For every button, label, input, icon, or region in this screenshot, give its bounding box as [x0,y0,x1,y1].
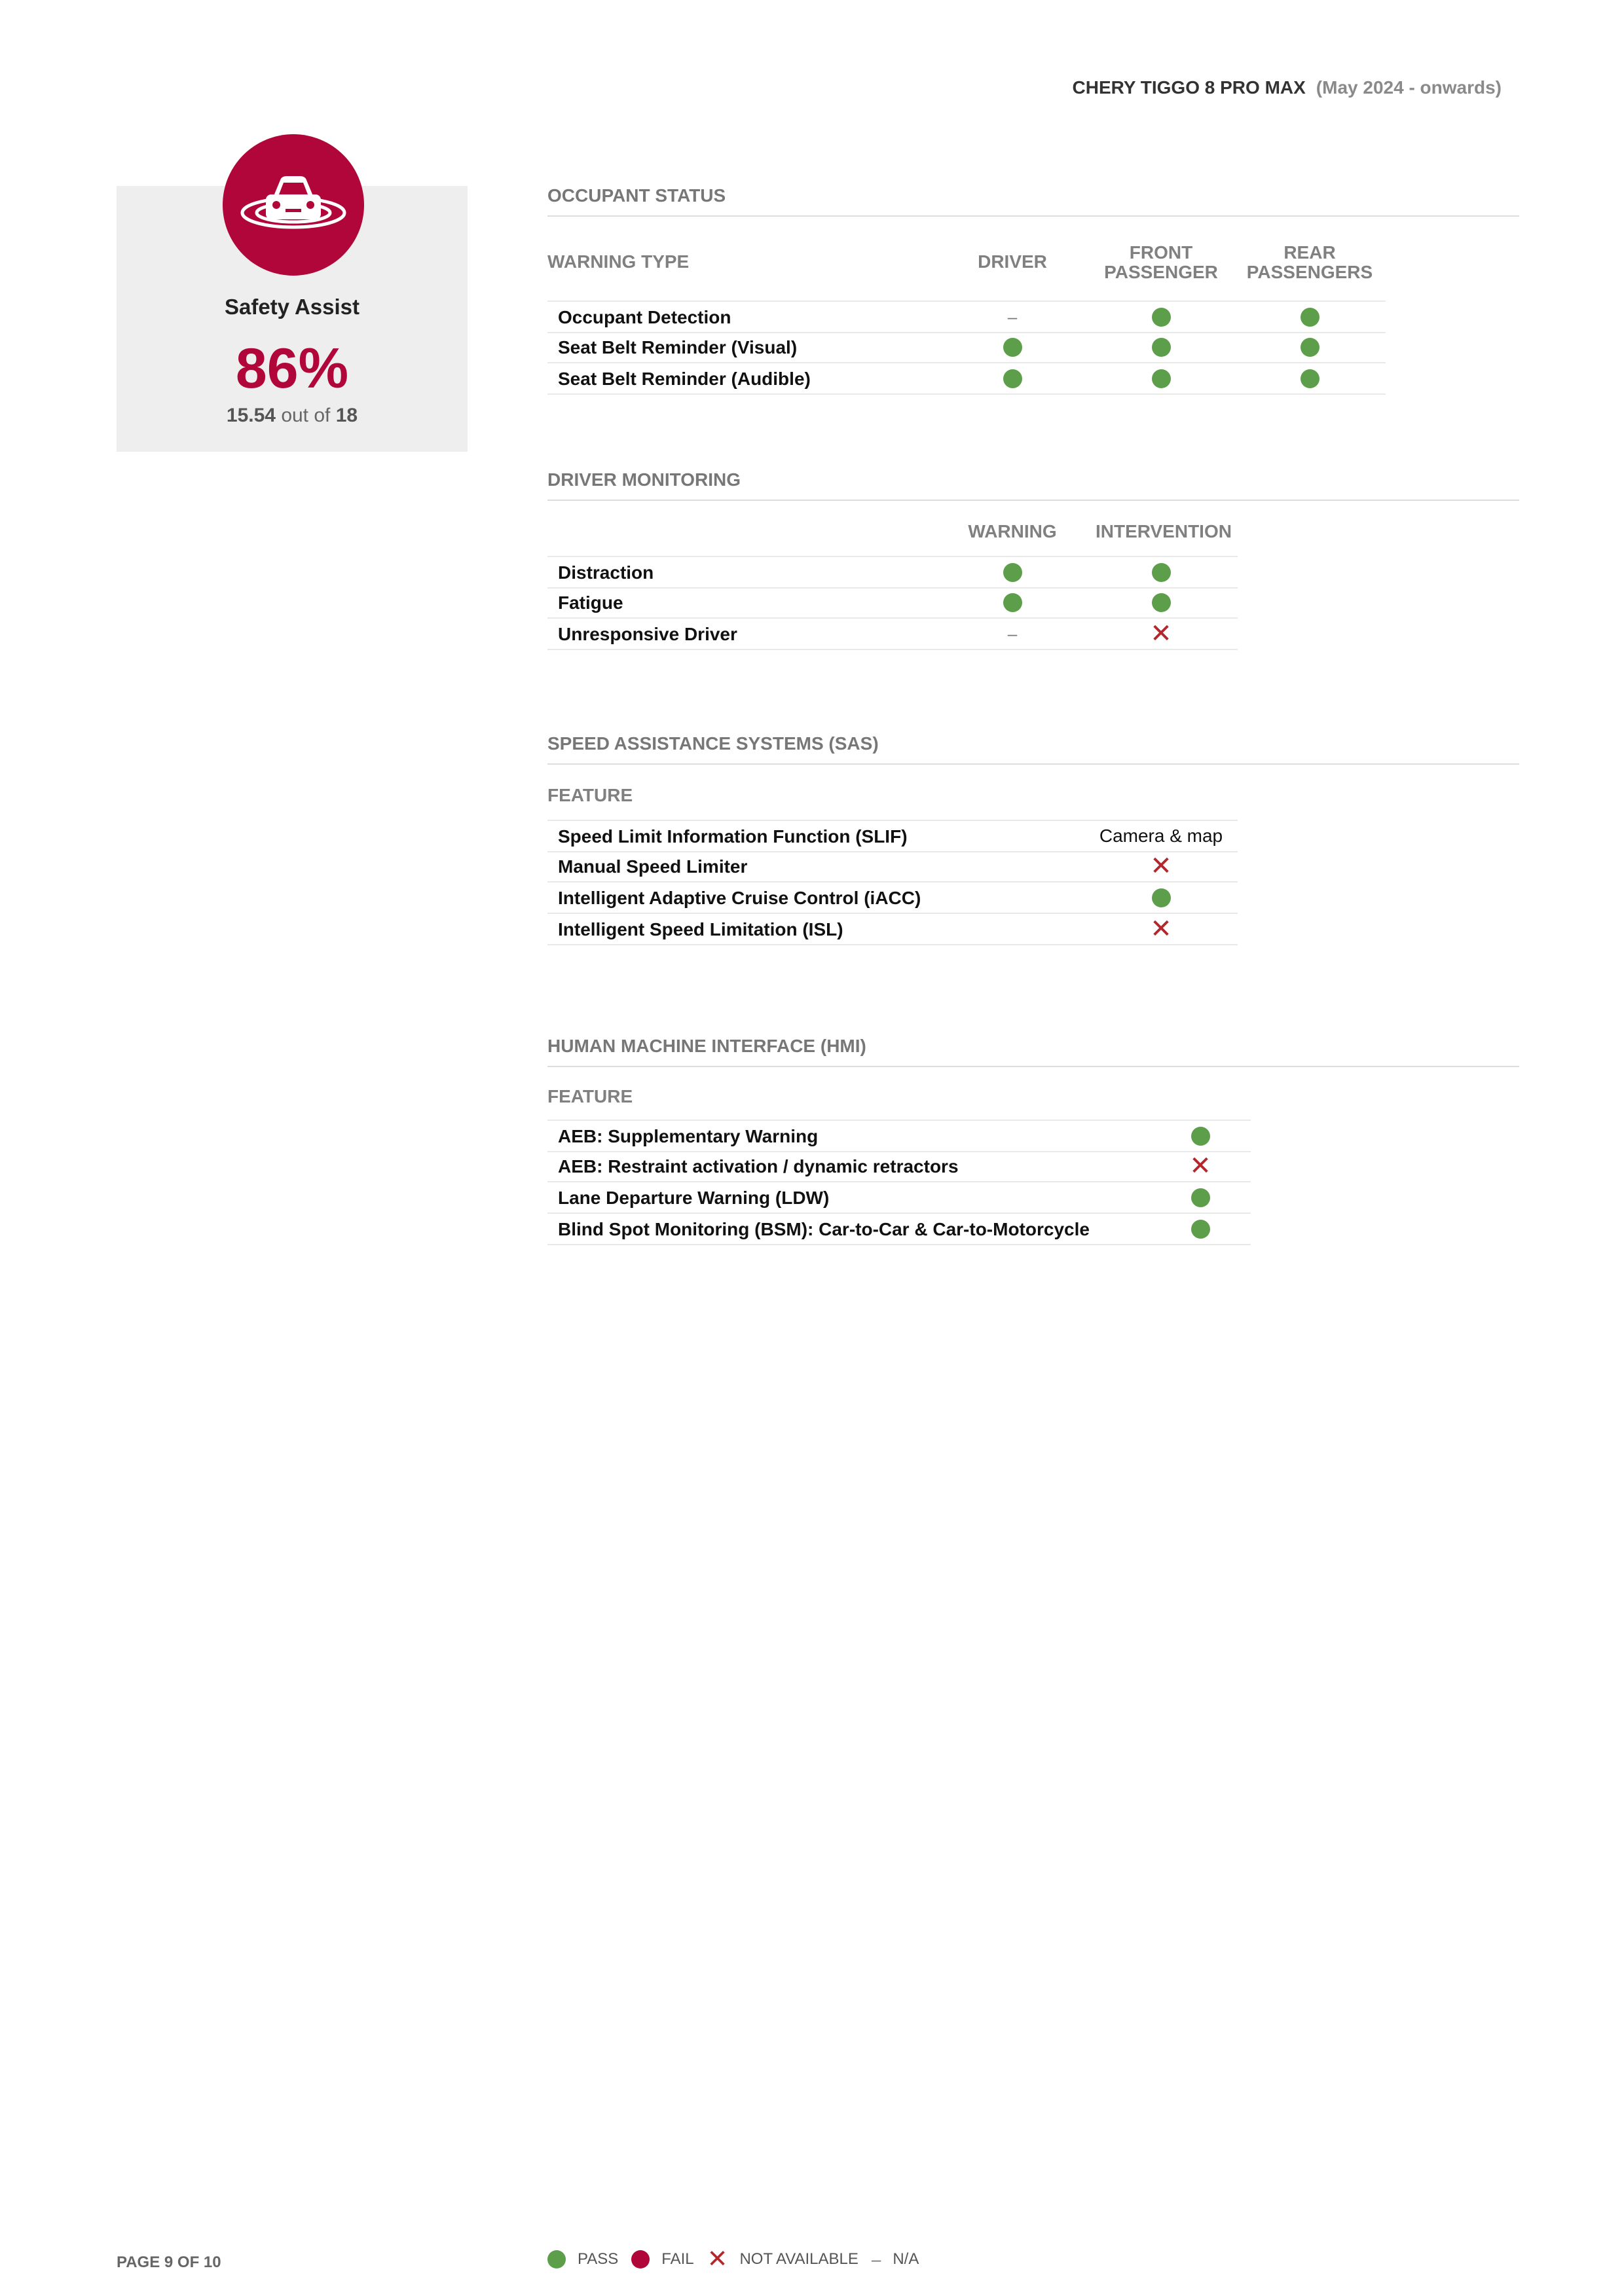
pass-dot-icon [547,2250,566,2269]
legend-na [872,2250,919,2270]
status-cell [1096,587,1227,617]
pass-dot-icon [1003,338,1022,357]
row-label: Occupant Detection [558,307,731,327]
pass-dot-icon [1152,338,1171,357]
pass-dot-icon [1003,593,1022,612]
table-row [547,1182,1251,1214]
status-cell [1148,1151,1253,1181]
table-row [547,619,1238,650]
row-label: Fatigue [558,592,623,613]
column-header-front-passenger: FRONT PASSENGER [1104,242,1218,282]
column-header-intervention: INTERVENTION [1096,521,1232,541]
occupant-status-section [547,185,1519,389]
row-label: Lane Departure Warning (LDW) [558,1188,830,1208]
dash-icon: – [1007,623,1018,644]
table-row [547,1151,1251,1182]
page-number: PAGE 9 OF 10 [117,2253,221,2271]
status-cell [1148,1121,1253,1151]
cross-icon: ✕ [1150,915,1172,943]
row-label: Intelligent Speed Limitation (ISL) [558,919,843,939]
status-cell [1148,1214,1253,1244]
fail-dot-icon [631,2250,650,2269]
legend-pass-label: PASS [578,2250,619,2268]
row-label: Seat Belt Reminder (Audible) [558,369,811,389]
score-points [117,405,468,427]
vehicle-model: CHERY TIGGO 8 PRO MAX [1072,77,1306,98]
status-cell [1096,302,1227,332]
status-cell [947,557,1078,587]
status-cell [1244,302,1375,332]
section-title: HUMAN MACHINE INTERFACE (HMI) [547,1036,1519,1067]
pass-dot-icon [1191,1220,1210,1239]
row-label: Unresponsive Driver [558,624,737,644]
row-label: Distraction [558,562,654,583]
status-cell [1076,883,1246,913]
legend-not-available [707,2247,858,2272]
row-label: Blind Spot Monitoring (BSM): Car-to-Car & Car-to-Motorcycle [558,1219,1090,1239]
table-row [547,363,1386,395]
pass-dot-icon [1301,369,1320,388]
cross-icon: ✕ [1150,619,1172,648]
car-sensor-icon [223,134,364,276]
cross-icon: ✕ [1189,1152,1211,1180]
pass-dot-icon [1152,308,1171,327]
status-cell [1076,851,1246,881]
table-row [547,1120,1251,1152]
status-cell [947,332,1078,362]
pass-dot-icon [1003,369,1022,388]
table-row [547,851,1238,883]
table-row [547,587,1238,619]
status-cell [1096,557,1227,587]
legend-not-available-label: NOT AVAILABLE [739,2250,858,2268]
column-header-feature: FEATURE [547,1086,633,1106]
pass-dot-icon [1152,593,1171,612]
legend-pass [547,2250,618,2269]
section-title: OCCUPANT STATUS [547,185,1519,217]
score-points-value: 15.54 [226,405,276,426]
pass-dot-icon [1003,563,1022,582]
status-cell [1244,363,1375,393]
table-row [547,332,1386,363]
pass-dot-icon [1191,1127,1210,1146]
column-header-warning-type: WARNING TYPE [547,251,690,272]
status-cell [1096,363,1227,393]
status-cell [947,619,1078,649]
score-category: Safety Assist [224,295,360,319]
status-cell [947,302,1078,332]
table-row [547,301,1386,333]
status-cell [1076,821,1246,851]
column-header-warning: WARNING [968,521,1057,541]
score-max-value: 18 [335,405,358,426]
row-label: Manual Speed Limiter [558,856,748,877]
speed-assistance-section [547,733,1519,943]
status-cell [1096,619,1227,649]
column-header-driver: DRIVER [978,251,1047,272]
legend-na-label: N/A [893,2250,919,2268]
row-label: Seat Belt Reminder (Visual) [558,337,798,357]
status-cell [947,587,1078,617]
legend [547,2247,932,2272]
section-title: SPEED ASSISTANCE SYSTEMS (SAS) [547,733,1519,765]
row-label: Intelligent Adaptive Cruise Control (iACC) [558,888,921,908]
row-label: AEB: Restraint activation / dynamic retractors [558,1156,959,1176]
driver-monitoring-section [547,469,1519,648]
pass-dot-icon [1191,1188,1210,1207]
table-row [547,556,1238,589]
column-header-rear-passengers: REAR PASSENGERS [1246,242,1373,282]
status-cell [1148,1182,1253,1212]
cell-text: Camera & map [1099,826,1223,846]
table-row [547,820,1238,852]
dash-icon: – [1007,306,1018,327]
pass-dot-icon [1301,308,1320,327]
vehicle-date-range: (May 2024 - onwards) [1316,77,1502,98]
row-label: Speed Limit Information Function (SLIF) [558,826,908,847]
document-header [1073,77,1502,98]
dash-icon: – [871,2249,881,2269]
pass-dot-icon [1152,888,1171,907]
legend-fail-label: FAIL [661,2250,694,2268]
status-cell [947,363,1078,393]
legend-fail [631,2250,693,2269]
cross-icon: ✕ [1150,852,1172,881]
pass-dot-icon [1301,338,1320,357]
hmi-section [547,1036,1519,1239]
pass-dot-icon [1152,563,1171,582]
status-cell [1076,914,1246,944]
cross-icon: ✕ [707,2246,728,2273]
table-row [547,1214,1251,1245]
status-cell [1096,332,1227,362]
pass-dot-icon [1152,369,1171,388]
table-row [547,914,1238,945]
column-header-feature: FEATURE [547,785,633,805]
row-label: AEB: Supplementary Warning [558,1126,819,1146]
section-title: DRIVER MONITORING [547,469,1519,501]
score-out-of-label: out of [281,405,331,426]
score-percent: 86% [235,337,349,400]
status-cell [1244,332,1375,362]
table-row [547,883,1238,914]
